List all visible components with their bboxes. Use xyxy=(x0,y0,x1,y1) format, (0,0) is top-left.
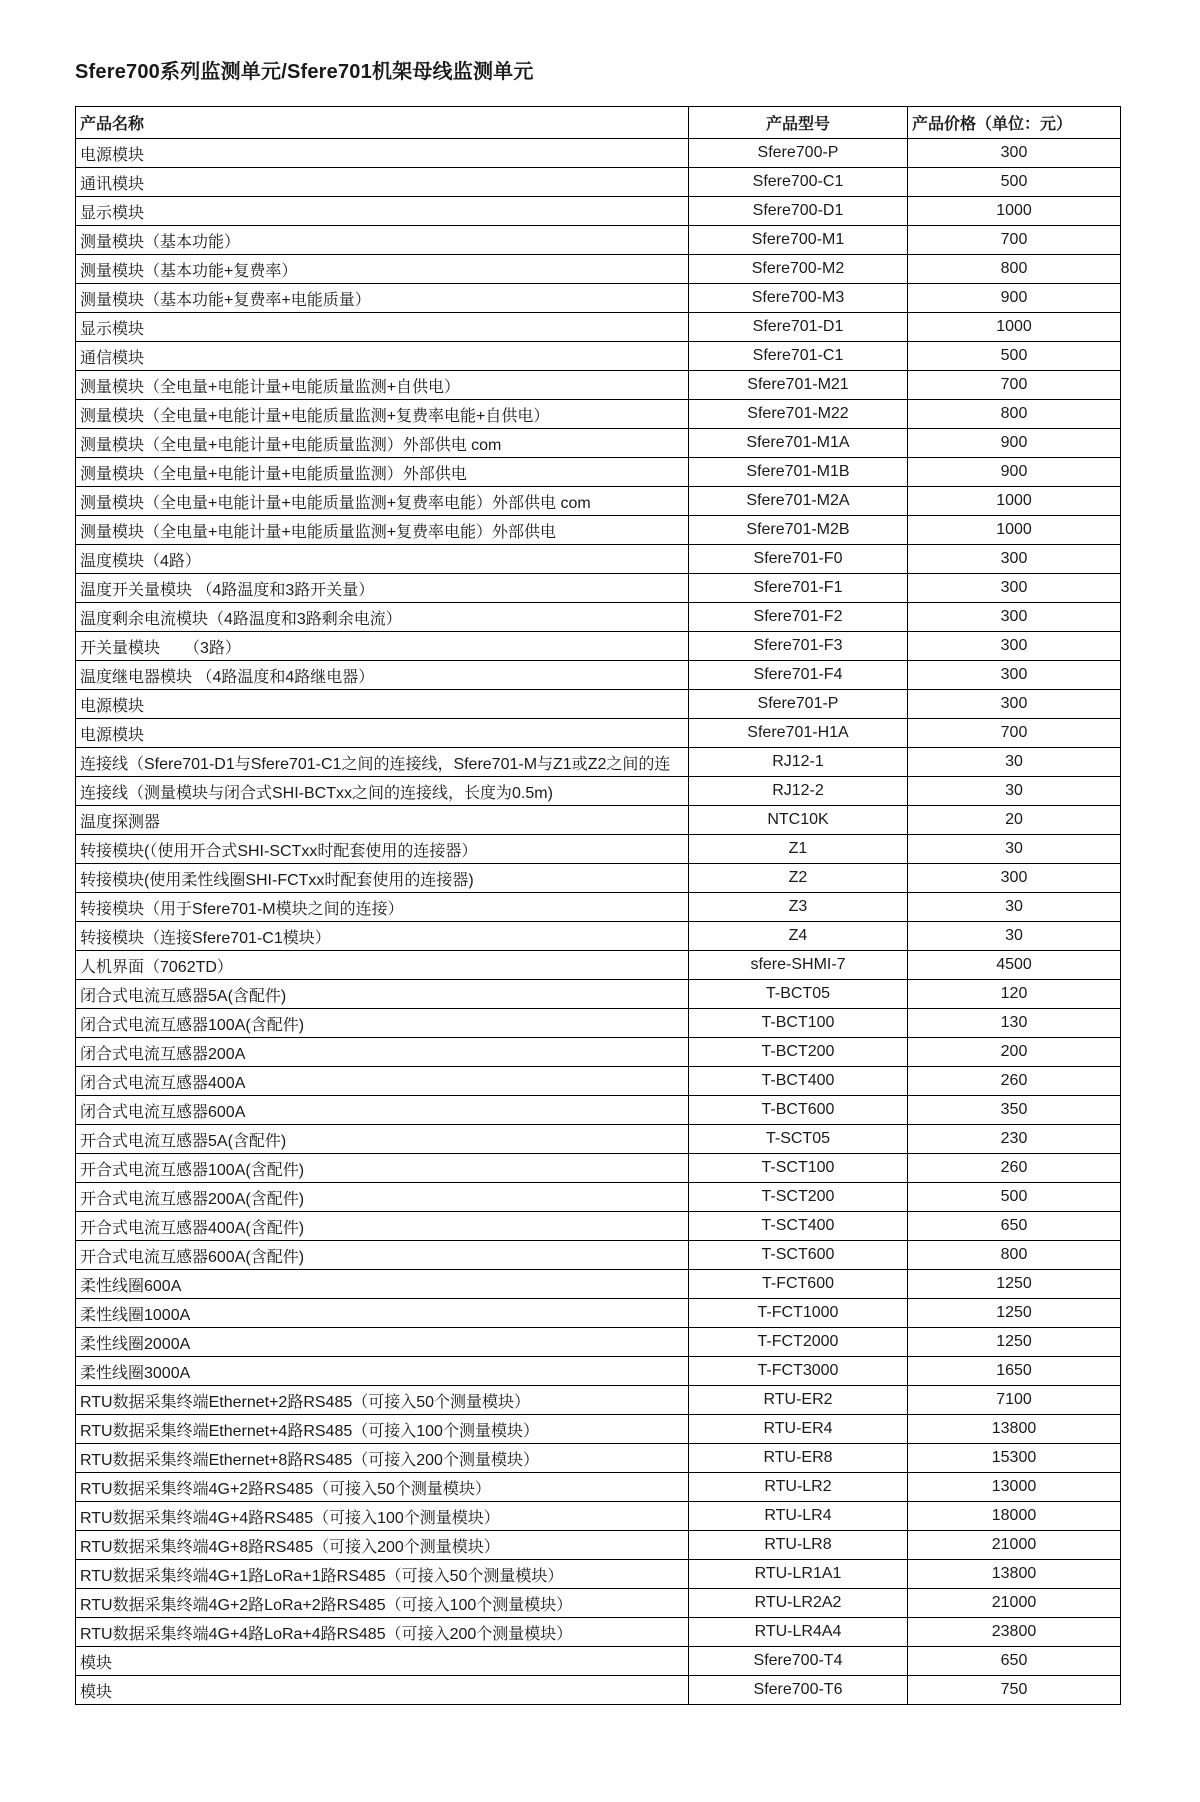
product-model-cell: T-BCT600 xyxy=(689,1096,908,1125)
product-name-cell: RTU数据采集终端4G+4路RS485（可接入100个测量模块） xyxy=(76,1502,689,1531)
table-row xyxy=(76,1009,1121,1038)
table-row xyxy=(76,1270,1121,1299)
product-price-cell: 500 xyxy=(908,1183,1121,1212)
table-row xyxy=(76,255,1121,284)
product-price-table xyxy=(75,106,1121,1705)
product-model-cell: Sfere700-M3 xyxy=(689,284,908,313)
column-header-product-price: 产品价格（单位：元） xyxy=(908,107,1121,139)
product-price-cell: 300 xyxy=(908,864,1121,893)
product-name-cell: 闭合式电流互感器400A xyxy=(76,1067,689,1096)
product-name-cell: 柔性线圈3000A xyxy=(76,1357,689,1386)
product-price-cell: 200 xyxy=(908,1038,1121,1067)
table-row xyxy=(76,545,1121,574)
table-row xyxy=(76,864,1121,893)
product-model-cell: T-BCT05 xyxy=(689,980,908,1009)
product-name-cell: 测量模块（全电量+电能计量+电能质量监测）外部供电 xyxy=(76,458,689,487)
product-model-cell: Sfere700-M2 xyxy=(689,255,908,284)
product-price-cell: 1250 xyxy=(908,1299,1121,1328)
product-name-cell: 转接模块(使用柔性线圈SHI-FCTxx时配套使用的连接器) xyxy=(76,864,689,893)
product-name-cell: 开合式电流互感器5A(含配件) xyxy=(76,1125,689,1154)
product-price-cell: 23800 xyxy=(908,1618,1121,1647)
product-name-cell: 闭合式电流互感器200A xyxy=(76,1038,689,1067)
table-row xyxy=(76,1473,1121,1502)
product-model-cell: T-BCT100 xyxy=(689,1009,908,1038)
product-name-cell: 柔性线圈1000A xyxy=(76,1299,689,1328)
table-row xyxy=(76,980,1121,1009)
product-price-cell: 21000 xyxy=(908,1589,1121,1618)
table-row xyxy=(76,922,1121,951)
column-header-product-model: 产品型号 xyxy=(689,107,908,139)
product-model-cell: sfere-SHMI-7 xyxy=(689,951,908,980)
table-row xyxy=(76,690,1121,719)
table-row xyxy=(76,1299,1121,1328)
product-model-cell: T-FCT600 xyxy=(689,1270,908,1299)
table-row xyxy=(76,1038,1121,1067)
table-row xyxy=(76,284,1121,313)
product-model-cell: T-FCT2000 xyxy=(689,1328,908,1357)
product-model-cell: RTU-ER8 xyxy=(689,1444,908,1473)
table-row xyxy=(76,1560,1121,1589)
product-name-cell: 转接模块（用于Sfere701-M模块之间的连接） xyxy=(76,893,689,922)
product-model-cell: RTU-LR1A1 xyxy=(689,1560,908,1589)
product-price-cell: 300 xyxy=(908,690,1121,719)
product-price-cell: 260 xyxy=(908,1067,1121,1096)
product-model-cell: T-SCT200 xyxy=(689,1183,908,1212)
product-name-cell: RTU数据采集终端4G+8路RS485（可接入200个测量模块） xyxy=(76,1531,689,1560)
product-model-cell: RTU-LR2A2 xyxy=(689,1589,908,1618)
product-price-cell: 18000 xyxy=(908,1502,1121,1531)
table-row xyxy=(76,429,1121,458)
product-model-cell: T-SCT05 xyxy=(689,1125,908,1154)
product-price-cell: 30 xyxy=(908,893,1121,922)
table-row xyxy=(76,661,1121,690)
table-row xyxy=(76,516,1121,545)
table-row xyxy=(76,1676,1121,1705)
product-price-cell: 300 xyxy=(908,632,1121,661)
table-row xyxy=(76,400,1121,429)
table-row xyxy=(76,1183,1121,1212)
table-row xyxy=(76,951,1121,980)
table-row xyxy=(76,1212,1121,1241)
product-model-cell: Z4 xyxy=(689,922,908,951)
column-header-product-name: 产品名称 xyxy=(76,107,689,139)
product-price-cell: 1000 xyxy=(908,313,1121,342)
product-price-cell: 20 xyxy=(908,806,1121,835)
product-name-cell: 电源模块 xyxy=(76,690,689,719)
product-name-cell: 温度剩余电流模块（4路温度和3路剩余电流） xyxy=(76,603,689,632)
product-model-cell: Sfere701-F3 xyxy=(689,632,908,661)
product-price-cell: 13000 xyxy=(908,1473,1121,1502)
table-row xyxy=(76,1531,1121,1560)
table-row xyxy=(76,1241,1121,1270)
product-price-cell: 120 xyxy=(908,980,1121,1009)
product-name-cell: 模块 xyxy=(76,1647,689,1676)
product-name-cell: 转接模块(（使用开合式SHI-SCTxx时配套使用的连接器） xyxy=(76,835,689,864)
table-row xyxy=(76,1415,1121,1444)
product-model-cell: RJ12-1 xyxy=(689,748,908,777)
product-price-cell: 13800 xyxy=(908,1560,1121,1589)
table-row xyxy=(76,1589,1121,1618)
product-model-cell: Sfere701-M21 xyxy=(689,371,908,400)
product-model-cell: RTU-LR4 xyxy=(689,1502,908,1531)
table-row xyxy=(76,313,1121,342)
product-model-cell: Sfere701-C1 xyxy=(689,342,908,371)
table-row xyxy=(76,197,1121,226)
product-model-cell: Sfere700-P xyxy=(689,139,908,168)
product-price-cell: 7100 xyxy=(908,1386,1121,1415)
table-row xyxy=(76,1647,1121,1676)
product-price-cell: 130 xyxy=(908,1009,1121,1038)
product-name-cell: 闭合式电流互感器5A(含配件) xyxy=(76,980,689,1009)
product-name-cell: 连接线（Sfere701-D1与Sfere701-C1之间的连接线，Sfere701-M与Z1或Z2之间的连 xyxy=(76,748,689,777)
table-row xyxy=(76,168,1121,197)
product-price-cell: 1250 xyxy=(908,1328,1121,1357)
product-model-cell: Z3 xyxy=(689,893,908,922)
product-model-cell: T-SCT100 xyxy=(689,1154,908,1183)
product-name-cell: RTU数据采集终端Ethernet+4路RS485（可接入100个测量模块） xyxy=(76,1415,689,1444)
table-row xyxy=(76,574,1121,603)
product-name-cell: 显示模块 xyxy=(76,313,689,342)
product-model-cell: T-SCT600 xyxy=(689,1241,908,1270)
product-price-cell: 30 xyxy=(908,922,1121,951)
product-name-cell: 闭合式电流互感器100A(含配件) xyxy=(76,1009,689,1038)
product-name-cell: 测量模块（全电量+电能计量+电能质量监测+复费率电能）外部供电 com xyxy=(76,487,689,516)
product-name-cell: RTU数据采集终端Ethernet+2路RS485（可接入50个测量模块） xyxy=(76,1386,689,1415)
product-model-cell: Sfere701-F4 xyxy=(689,661,908,690)
product-model-cell: T-SCT400 xyxy=(689,1212,908,1241)
product-name-cell: 测量模块（全电量+电能计量+电能质量监测）外部供电 com xyxy=(76,429,689,458)
product-price-cell: 30 xyxy=(908,748,1121,777)
product-name-cell: 测量模块（全电量+电能计量+电能质量监测+复费率电能）外部供电 xyxy=(76,516,689,545)
header-row xyxy=(76,107,1121,139)
product-price-cell: 1250 xyxy=(908,1270,1121,1299)
table-row xyxy=(76,603,1121,632)
product-model-cell: T-FCT3000 xyxy=(689,1357,908,1386)
product-name-cell: 闭合式电流互感器600A xyxy=(76,1096,689,1125)
product-model-cell: Sfere701-M1B xyxy=(689,458,908,487)
product-name-cell: RTU数据采集终端4G+2路LoRa+2路RS485（可接入100个测量模块） xyxy=(76,1589,689,1618)
table-row xyxy=(76,719,1121,748)
product-name-cell: 开合式电流互感器600A(含配件) xyxy=(76,1241,689,1270)
table-row xyxy=(76,777,1121,806)
product-model-cell: Sfere701-M2B xyxy=(689,516,908,545)
product-name-cell: 温度继电器模块 （4路温度和4路继电器） xyxy=(76,661,689,690)
product-model-cell: T-FCT1000 xyxy=(689,1299,908,1328)
page-title: Sfere700系列监测单元/Sfere701机架母线监测单元 xyxy=(75,61,534,83)
product-name-cell: 柔性线圈600A xyxy=(76,1270,689,1299)
product-price-cell: 30 xyxy=(908,777,1121,806)
table-row xyxy=(76,1096,1121,1125)
table-row xyxy=(76,1386,1121,1415)
product-name-cell: 通信模块 xyxy=(76,342,689,371)
product-price-cell: 300 xyxy=(908,139,1121,168)
product-name-cell: RTU数据采集终端4G+2路RS485（可接入50个测量模块） xyxy=(76,1473,689,1502)
product-name-cell: 柔性线圈2000A xyxy=(76,1328,689,1357)
product-price-cell: 230 xyxy=(908,1125,1121,1154)
table-row xyxy=(76,1125,1121,1154)
product-name-cell: RTU数据采集终端4G+1路LoRa+1路RS485（可接入50个测量模块） xyxy=(76,1560,689,1589)
product-price-cell: 30 xyxy=(908,835,1121,864)
product-price-cell: 300 xyxy=(908,661,1121,690)
product-price-cell: 700 xyxy=(908,226,1121,255)
product-price-cell: 800 xyxy=(908,400,1121,429)
product-price-cell: 900 xyxy=(908,458,1121,487)
product-model-cell: NTC10K xyxy=(689,806,908,835)
product-model-cell: Z2 xyxy=(689,864,908,893)
product-name-cell: 电源模块 xyxy=(76,139,689,168)
product-model-cell: Sfere700-T4 xyxy=(689,1647,908,1676)
product-model-cell: Sfere700-T6 xyxy=(689,1676,908,1705)
product-price-cell: 900 xyxy=(908,284,1121,313)
product-price-cell: 260 xyxy=(908,1154,1121,1183)
product-name-cell: 测量模块（基本功能） xyxy=(76,226,689,255)
product-price-cell: 650 xyxy=(908,1647,1121,1676)
product-price-cell: 1000 xyxy=(908,197,1121,226)
product-price-cell: 500 xyxy=(908,168,1121,197)
table-row xyxy=(76,1357,1121,1386)
table-row xyxy=(76,371,1121,400)
product-model-cell: RTU-LR2 xyxy=(689,1473,908,1502)
product-name-cell: 测量模块（全电量+电能计量+电能质量监测+自供电） xyxy=(76,371,689,400)
product-name-cell: 开合式电流互感器400A(含配件) xyxy=(76,1212,689,1241)
product-name-cell: 温度开关量模块 （4路温度和3路开关量） xyxy=(76,574,689,603)
table-row xyxy=(76,632,1121,661)
table-row xyxy=(76,806,1121,835)
product-price-cell: 900 xyxy=(908,429,1121,458)
product-name-cell: 开关量模块 （3路） xyxy=(76,632,689,661)
product-model-cell: T-BCT400 xyxy=(689,1067,908,1096)
product-price-cell: 350 xyxy=(908,1096,1121,1125)
product-name-cell: 电源模块 xyxy=(76,719,689,748)
product-price-cell: 300 xyxy=(908,603,1121,632)
product-name-cell: 模块 xyxy=(76,1676,689,1705)
product-name-cell: 温度模块（4路） xyxy=(76,545,689,574)
product-price-cell: 750 xyxy=(908,1676,1121,1705)
product-name-cell: RTU数据采集终端Ethernet+8路RS485（可接入200个测量模块） xyxy=(76,1444,689,1473)
product-price-cell: 700 xyxy=(908,371,1121,400)
table-row xyxy=(76,1502,1121,1531)
table-row xyxy=(76,1618,1121,1647)
table-row xyxy=(76,342,1121,371)
product-model-cell: Sfere700-C1 xyxy=(689,168,908,197)
product-price-cell: 300 xyxy=(908,574,1121,603)
product-price-cell: 800 xyxy=(908,1241,1121,1270)
product-price-cell: 500 xyxy=(908,342,1121,371)
product-model-cell: Sfere701-H1A xyxy=(689,719,908,748)
product-model-cell: Sfere701-F2 xyxy=(689,603,908,632)
product-name-cell: 测量模块（全电量+电能计量+电能质量监测+复费率电能+自供电） xyxy=(76,400,689,429)
product-model-cell: Sfere701-M22 xyxy=(689,400,908,429)
table-row xyxy=(76,893,1121,922)
product-price-cell: 1000 xyxy=(908,516,1121,545)
product-price-cell: 1000 xyxy=(908,487,1121,516)
product-price-cell: 1650 xyxy=(908,1357,1121,1386)
product-price-cell: 13800 xyxy=(908,1415,1121,1444)
product-price-cell: 800 xyxy=(908,255,1121,284)
product-model-cell: Sfere700-D1 xyxy=(689,197,908,226)
product-model-cell: Sfere701-M1A xyxy=(689,429,908,458)
product-name-cell: 测量模块（基本功能+复费率+电能质量） xyxy=(76,284,689,313)
table-row xyxy=(76,139,1121,168)
product-model-cell: Sfere701-F0 xyxy=(689,545,908,574)
product-model-cell: RTU-LR8 xyxy=(689,1531,908,1560)
product-name-cell: 人机界面（7062TD） xyxy=(76,951,689,980)
product-model-cell: RTU-ER4 xyxy=(689,1415,908,1444)
product-name-cell: RTU数据采集终端4G+4路LoRa+4路RS485（可接入200个测量模块） xyxy=(76,1618,689,1647)
product-model-cell: Sfere700-M1 xyxy=(689,226,908,255)
product-name-cell: 连接线（测量模块与闭合式SHI-BCTxx之间的连接线，长度为0.5m) xyxy=(76,777,689,806)
product-price-cell: 4500 xyxy=(908,951,1121,980)
product-name-cell: 测量模块（基本功能+复费率） xyxy=(76,255,689,284)
product-price-cell: 700 xyxy=(908,719,1121,748)
product-name-cell: 开合式电流互感器100A(含配件) xyxy=(76,1154,689,1183)
table-row xyxy=(76,748,1121,777)
table-row xyxy=(76,1067,1121,1096)
product-model-cell: Sfere701-P xyxy=(689,690,908,719)
table-row xyxy=(76,226,1121,255)
product-model-cell: Sfere701-M2A xyxy=(689,487,908,516)
table-row xyxy=(76,458,1121,487)
product-price-cell: 15300 xyxy=(908,1444,1121,1473)
product-price-cell: 21000 xyxy=(908,1531,1121,1560)
table-header xyxy=(76,107,1121,139)
product-name-cell: 温度探测器 xyxy=(76,806,689,835)
product-model-cell: Z1 xyxy=(689,835,908,864)
product-model-cell: Sfere701-F1 xyxy=(689,574,908,603)
table-row xyxy=(76,1444,1121,1473)
product-price-cell: 300 xyxy=(908,545,1121,574)
product-model-cell: RTU-LR4A4 xyxy=(689,1618,908,1647)
product-table-body xyxy=(76,139,1121,1705)
table-row xyxy=(76,1154,1121,1183)
product-name-cell: 通讯模块 xyxy=(76,168,689,197)
product-model-cell: Sfere701-D1 xyxy=(689,313,908,342)
product-name-cell: 开合式电流互感器200A(含配件) xyxy=(76,1183,689,1212)
product-model-cell: RJ12-2 xyxy=(689,777,908,806)
table-row xyxy=(76,487,1121,516)
table-row xyxy=(76,835,1121,864)
product-model-cell: T-BCT200 xyxy=(689,1038,908,1067)
table-row xyxy=(76,1328,1121,1357)
product-price-cell: 650 xyxy=(908,1212,1121,1241)
product-name-cell: 显示模块 xyxy=(76,197,689,226)
product-name-cell: 转接模块（连接Sfere701-C1模块） xyxy=(76,922,689,951)
product-model-cell: RTU-ER2 xyxy=(689,1386,908,1415)
